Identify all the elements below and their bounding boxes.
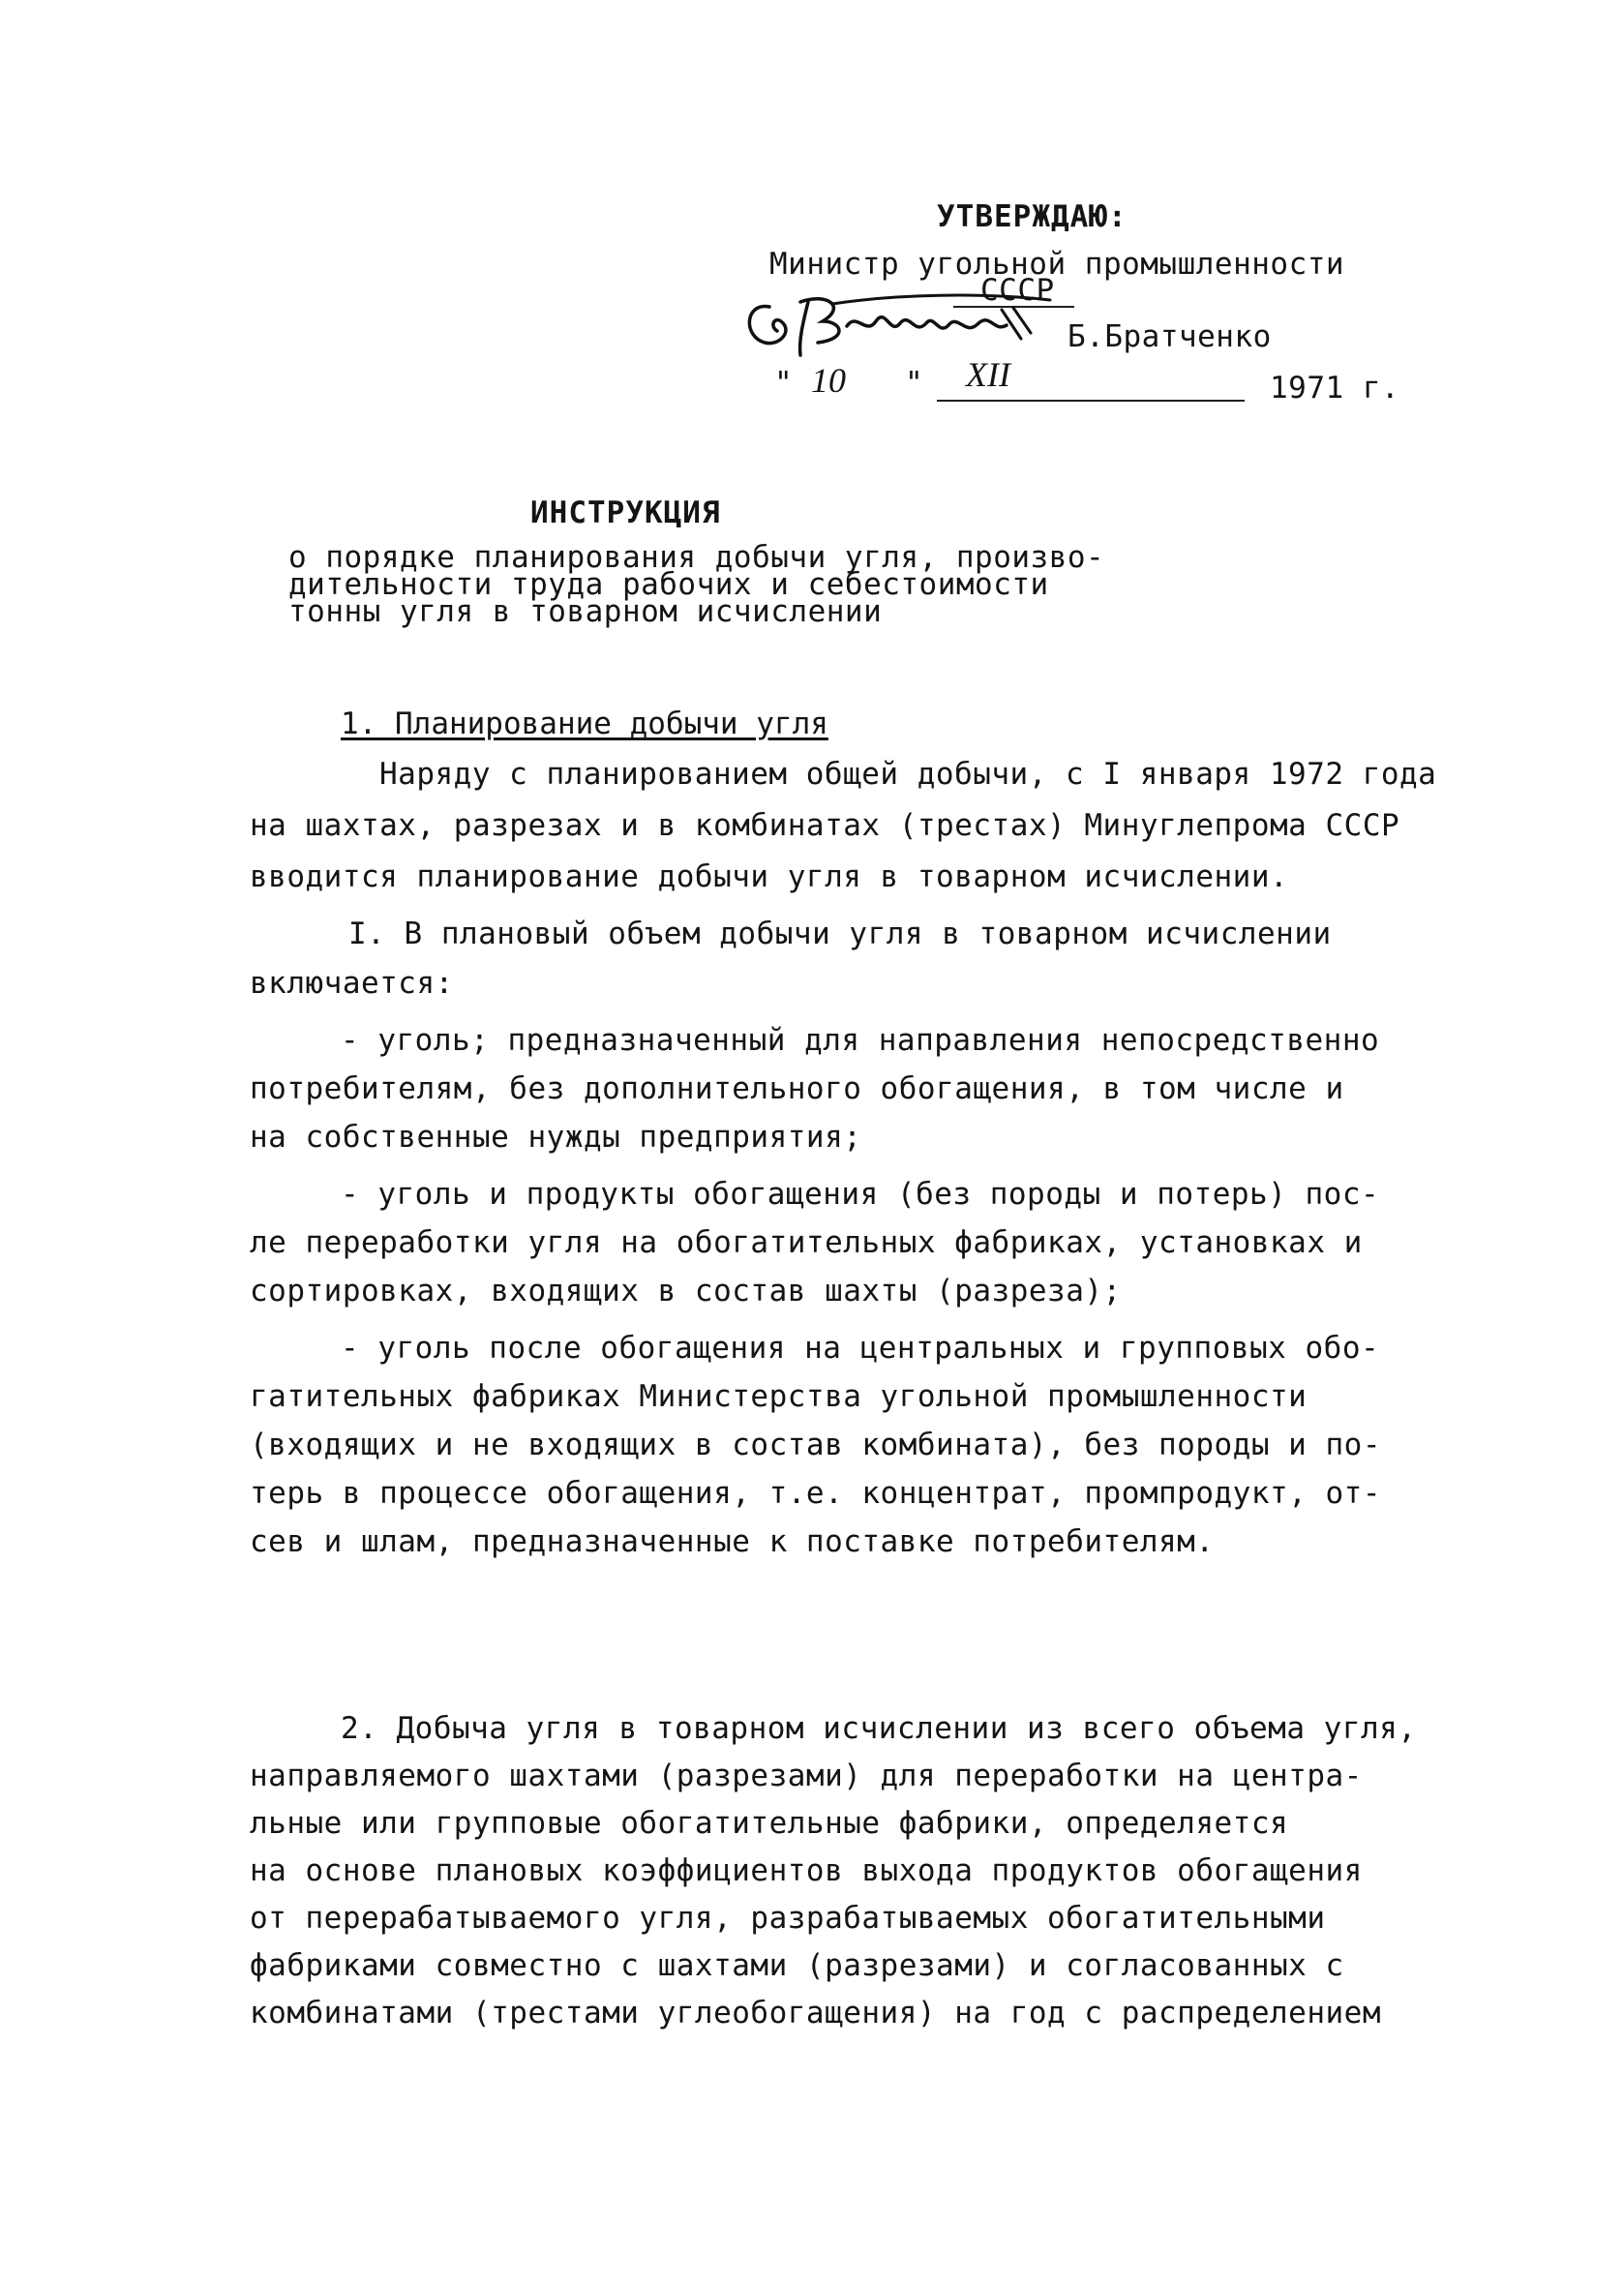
- paragraph-line: I. В плановый объем добычи угля в товарном исчислении: [348, 917, 1332, 951]
- paragraph-line: включается:: [250, 966, 454, 1001]
- approval-position-line1: Министр угольной промышленности: [769, 247, 1345, 282]
- paragraph-line: направляемого шахтами (разрезами) для переработки на центра-: [250, 1759, 1363, 1793]
- subtitle-line: тонны угля в товарном исчислении: [288, 594, 883, 629]
- paragraph-line: потребителям, без дополнительного обогащения, в том числе и: [250, 1071, 1344, 1106]
- approval-position-line2: СССР: [980, 273, 1055, 308]
- paragraph-line: (входящих и не входящих в состав комбината), без породы и по-: [250, 1428, 1381, 1462]
- paragraph-line: от перерабатываемого угля, разрабатываемых обогатительными: [250, 1901, 1326, 1936]
- section1-heading: 1. Планирование добычи угля: [341, 707, 828, 741]
- paragraph-line: ле переработки угля на обогатительных фабриках, установках и: [250, 1225, 1363, 1260]
- paragraph-line: - уголь после обогащения на центральных и групповых обо-: [341, 1331, 1380, 1366]
- paragraph-line: 2. Добыча угля в товарном исчислении из всего объема угля,: [341, 1711, 1417, 1746]
- paragraph-line: вводится планирование добычи угля в товарном исчислении.: [250, 859, 1289, 894]
- paragraph-line: Наряду с планированием общей добычи, с I января 1972 года: [379, 757, 1437, 792]
- date-close-quote: ": [905, 366, 924, 401]
- paragraph-line: на собственные нужды предприятия;: [250, 1120, 862, 1155]
- date-year: 1971 г.: [1270, 371, 1400, 406]
- paragraph-line: фабриками совместно с шахтами (разрезами) и согласованных с: [250, 1948, 1344, 1983]
- paragraph-line: комбинатами (трестами углеобогащения) на год с распределением: [250, 1996, 1381, 2030]
- paragraph-line: сортировках, входящих в состав шахты (разреза);: [250, 1274, 1122, 1308]
- date-open-quote: ": [774, 366, 794, 401]
- subtitle-line: дительности труда рабочих и себестоимости: [288, 567, 1049, 602]
- paragraph-line: льные или групповые обогатительные фабрики, определяется: [250, 1806, 1289, 1841]
- subtitle-line: о порядке планирования добычи угля, произво-: [288, 540, 1105, 575]
- date-month: XII: [966, 355, 1010, 394]
- paragraph-line: гатительных фабриках Министерства угольной промышленности: [250, 1379, 1308, 1414]
- document-title: ИНСТРУКЦИЯ: [530, 496, 721, 530]
- paragraph-line: сев и шлам, предназначенные к поставке потребителям.: [250, 1524, 1215, 1559]
- paragraph-line: терь в процессе обогащения, т.е. концентрат, промпродукт, от-: [250, 1476, 1381, 1511]
- paragraph-line: на основе плановых коэффициентов выхода продуктов обогащения: [250, 1853, 1363, 1888]
- date-underline: [937, 400, 1245, 402]
- minister-signature: [740, 283, 1060, 365]
- signer-name: Б.Братченко: [1068, 319, 1272, 354]
- paragraph-line: - уголь и продукты обогащения (без породы и потерь) пос-: [341, 1177, 1380, 1212]
- paragraph-line: - уголь; предназначенный для направления непосредственно: [341, 1023, 1380, 1058]
- date-day: 10: [811, 361, 846, 400]
- approval-heading: УТВЕРЖДАЮ:: [937, 199, 1128, 234]
- paragraph-line: на шахтах, разрезах и в комбинатах (трестах) Минуглепрома СССР: [250, 808, 1400, 843]
